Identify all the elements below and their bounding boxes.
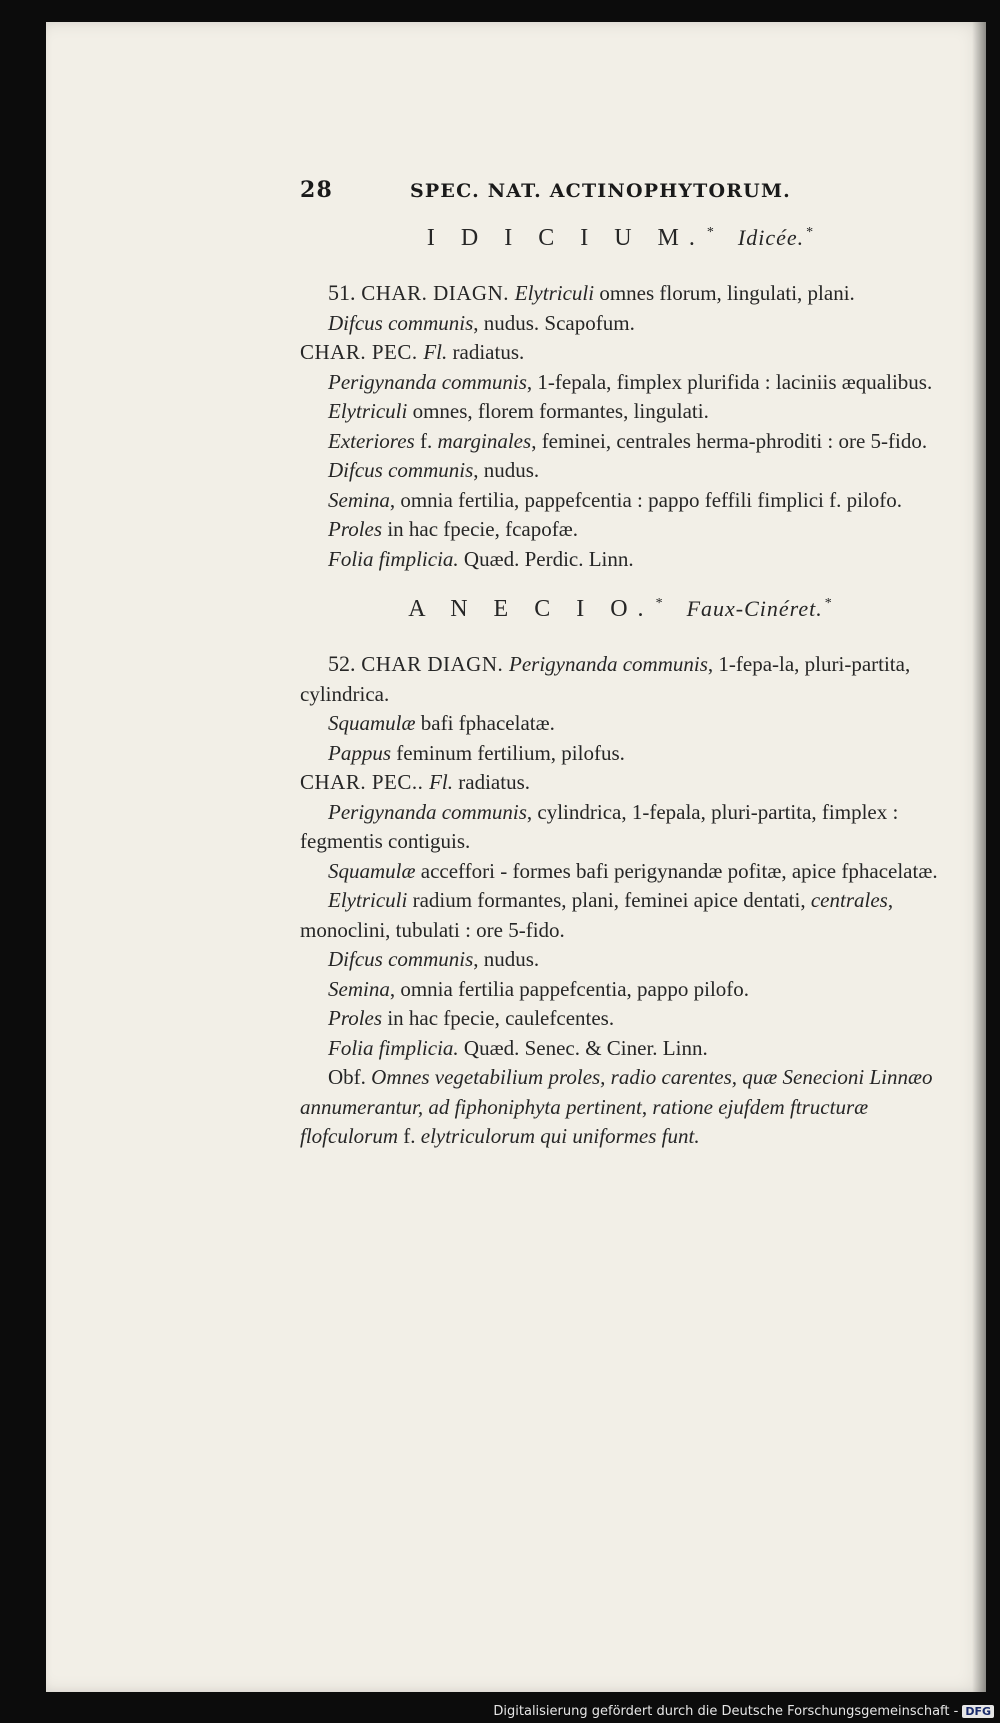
dfg-footer — [493, 1704, 994, 1719]
paragraph-line: Folia fimplicia. Quæd. Perdic. Linn. — [328, 546, 634, 571]
paragraph-line: Elytriculi omnes, florem formantes, lingulati. — [328, 399, 709, 423]
paragraph-line: Elytriculi radium formantes, plani, feminei apice dentati, centrales, monoclini, tubulati : ore 5-fido. — [300, 888, 894, 942]
paragraph-line: Semina, omnia fertilia pappefcentia, pappo pilofo. — [328, 976, 750, 1001]
paragraph-line: Proles in hac fpecie, fcapofæ. — [328, 517, 578, 541]
paragraph-line: Proles in hac fpecie, caulefcentes. — [328, 1006, 615, 1030]
paragraph-line: Difcus communis, nudus. — [328, 458, 540, 482]
paragraph-line: Pappus feminum fertilium, pilofus. — [328, 740, 625, 765]
page-gutter-shadow — [972, 22, 986, 1692]
genus-title-idicium: I D I C I U M. * Idicée. * — [426, 225, 814, 251]
paragraph-52: 52. CHAR DIAGN. Perigynanda communis, 1-fepa-la, pluri-partita, cylindrica. — [300, 651, 911, 706]
paragraph-line: CHAR. PEC. Fl. radiatus. — [300, 340, 525, 364]
running-header — [300, 177, 940, 203]
paragraph-line: Perigynanda communis, 1-fepala, fimplex plurifida : laciniis æqualibus. — [328, 369, 933, 394]
footer-credit: Digitalisierung gefördert durch die Deutsche Forschungsgemeinschaft - — [493, 1704, 959, 1719]
paragraph-line: Squamulæ bafi fphacelatæ. — [328, 711, 555, 735]
dfg-logo: DFG — [962, 1705, 994, 1718]
paragraph-line: Exteriores f. marginales, feminei, centrales herma-phroditi : ore 5-fido. — [328, 428, 928, 453]
paragraph-line: Difcus communis, nudus. — [328, 947, 540, 971]
page-number: 28 — [300, 177, 334, 203]
paragraph-line: CHAR. PEC.. Fl. radiatus. — [300, 770, 531, 794]
observation-paragraph: Obf. Omnes vegetabilium proles, radio carentes, quæ Senecioni Linnæo annumerantur, ad fiphoniphyta pertinent, ratione ejufdem ftructuræ flofculorum f. elytriculorum qui uniformes funt. — [300, 1065, 933, 1148]
running-title: SPEC. NAT. ACTINOPHYTORUM. — [410, 180, 792, 202]
book-page — [46, 22, 986, 1692]
text-block — [300, 177, 940, 1152]
paragraph-line: Semina, omnia fertilia, pappefcentia : pappo feffili fimplici f. pilofo. — [328, 487, 903, 512]
genus-title-anecio: A N E C I O. * Faux-Cinéret. * — [408, 596, 832, 622]
paragraph-line: Perigynanda communis, cylindrica, 1-fepala, pluri-partita, fimplex : fegmentis contiguis. — [300, 799, 899, 853]
paragraph-line: Difcus communis, nudus. Scapofum. — [328, 310, 635, 335]
paragraph-line: Squamulæ acceffori - formes bafi perigynandæ pofitæ, apice fphacelatæ. — [328, 858, 938, 883]
paragraph-line: Folia fimplicia. Quæd. Senec. & Ciner. Linn. — [328, 1035, 708, 1060]
paragraph-51: 51. CHAR. DIAGN. Elytriculi omnes florum, lingulati, plani. — [328, 280, 855, 305]
